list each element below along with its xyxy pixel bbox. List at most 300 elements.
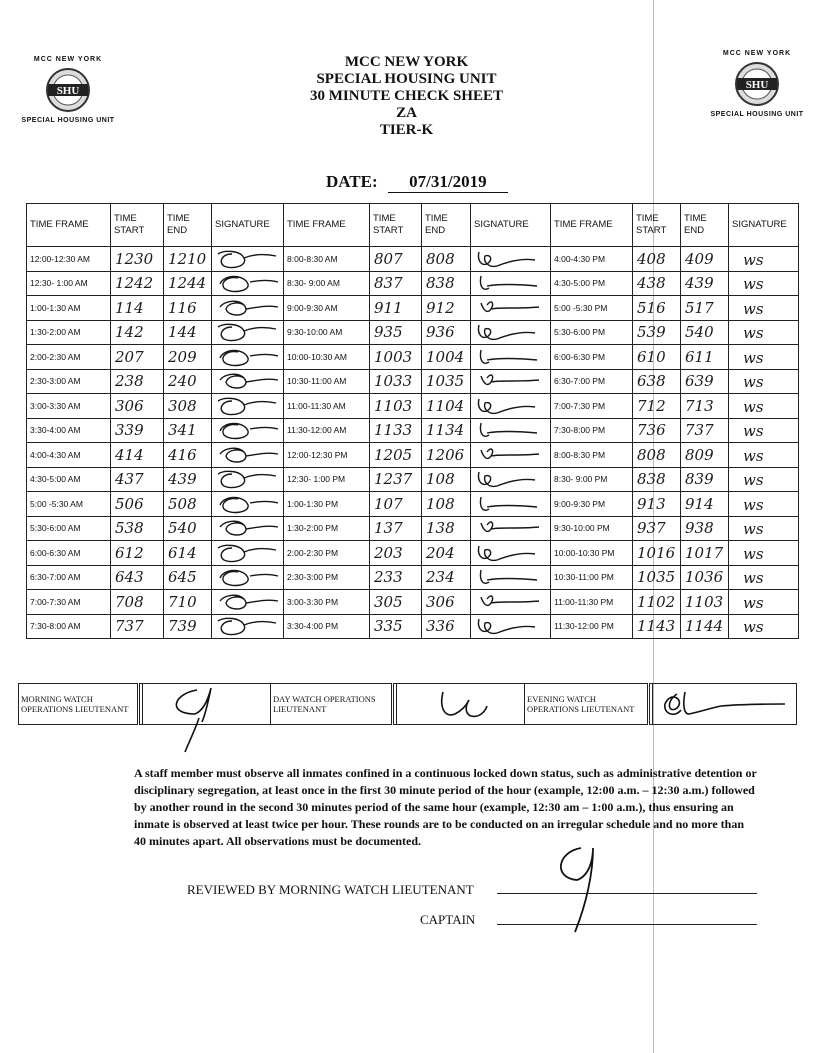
signature-cell[interactable] [212, 296, 284, 321]
signature-cell[interactable] [212, 565, 284, 590]
svg-text:ws: ws [743, 324, 764, 343]
handwritten-initials [214, 444, 280, 466]
table-row [27, 541, 799, 566]
handwritten-initials [473, 272, 539, 294]
signature-cell[interactable] [729, 492, 799, 517]
handwritten-initials [473, 346, 539, 368]
table-row [27, 418, 799, 443]
handwritten-initials [473, 542, 539, 564]
table-row [27, 320, 799, 345]
svg-text:ws: ws [743, 299, 764, 318]
morning-watch-label: MORNING WATCH OPERATIONS LIEUTENANT [19, 684, 139, 725]
time-frame-cell: 4:30-5:00 PM [551, 271, 633, 296]
time-start-cell[interactable]: 935 [370, 320, 422, 345]
time-end-cell[interactable]: 439 [164, 467, 212, 492]
evening-watch-signature[interactable] [653, 684, 797, 725]
signature-cell[interactable] [471, 443, 551, 468]
col-header-time-end: TIME END [164, 204, 212, 247]
signature-cell[interactable] [729, 590, 799, 615]
reviewer-signature [535, 842, 615, 937]
signature-cell[interactable] [212, 418, 284, 443]
table-row [27, 271, 799, 296]
svg-text:ws: ws [743, 397, 764, 416]
svg-text:ws: ws [743, 618, 764, 637]
signature-cell[interactable] [471, 565, 551, 590]
signature-cell[interactable] [729, 394, 799, 419]
time-start-cell[interactable]: 911 [370, 296, 422, 321]
handwritten-initials [731, 395, 797, 417]
time-frame-cell: 9:00-9:30 PM [551, 492, 633, 517]
time-frame-cell: 7:00-7:30 AM [27, 590, 111, 615]
time-frame-cell: 8:30- 9:00 PM [551, 467, 633, 492]
signature-cell[interactable] [471, 541, 551, 566]
time-end-cell[interactable]: 234 [422, 565, 471, 590]
time-start-cell[interactable]: 114 [111, 296, 164, 321]
col-header-signature: SIGNATURE [471, 204, 551, 247]
time-frame-cell: 2:00-2:30 PM [284, 541, 370, 566]
time-frame-cell: 12:30- 1:00 PM [284, 467, 370, 492]
time-start-cell[interactable]: 539 [633, 320, 681, 345]
time-end-cell[interactable]: 517 [681, 296, 729, 321]
svg-text:ws: ws [743, 348, 764, 367]
handwritten-initials [731, 321, 797, 343]
time-frame-cell: 7:00-7:30 PM [551, 394, 633, 419]
time-end-cell[interactable]: 739 [164, 614, 212, 639]
signature-cell[interactable] [729, 467, 799, 492]
time-start-cell[interactable]: 1033 [370, 369, 422, 394]
time-start-cell[interactable]: 207 [111, 345, 164, 370]
signature-cell[interactable] [729, 271, 799, 296]
handwritten-signature [655, 684, 795, 722]
time-end-cell[interactable]: 809 [681, 443, 729, 468]
signature-cell[interactable] [212, 467, 284, 492]
handwritten-initials [473, 566, 539, 588]
time-start-cell[interactable]: 610 [633, 345, 681, 370]
date-label: DATE: [326, 172, 378, 191]
time-start-cell[interactable]: 203 [370, 541, 422, 566]
handwritten-initials [473, 419, 539, 441]
time-start-cell[interactable]: 937 [633, 516, 681, 541]
policy-paragraph: A staff member must observe all inmates confined in a continuous locked down status, such as administrative detention or disciplinary segregation, at least once in the first 30 minute period of the hour (example, 12:00 a.m. – 12:30 a.m.) followed by another round in the second 30 minutes period of the same hour (example, 12:30 am – 1:00 a.m.), thus ensuring an inmate is observed at least twice per hour. These rounds are to be conducted on an irregular schedule and no more than 40 minutes apart. All observations must be documented. [134, 766, 757, 848]
time-end-cell[interactable]: 336 [422, 614, 471, 639]
evening-watch-label: EVENING WATCH OPERATIONS LIEUTENANT [525, 684, 649, 725]
svg-text:ws: ws [743, 422, 764, 441]
time-end-cell[interactable]: 1017 [681, 541, 729, 566]
time-start-cell[interactable]: 712 [633, 394, 681, 419]
svg-text:ws: ws [743, 275, 764, 294]
table-row [27, 492, 799, 517]
signature-cell[interactable] [471, 247, 551, 272]
time-end-cell[interactable]: 1210 [164, 247, 212, 272]
signature-cell[interactable] [471, 320, 551, 345]
time-end-cell[interactable]: 1206 [422, 443, 471, 468]
time-end-cell[interactable]: 710 [164, 590, 212, 615]
time-end-cell[interactable]: 108 [422, 467, 471, 492]
time-start-cell[interactable]: 1237 [370, 467, 422, 492]
handwritten-initials [731, 370, 797, 392]
time-end-cell[interactable]: 209 [164, 345, 212, 370]
handwritten-initials [731, 272, 797, 294]
time-end-cell[interactable]: 936 [422, 320, 471, 345]
time-end-cell[interactable]: 713 [681, 394, 729, 419]
handwritten-initials [214, 566, 280, 588]
time-end-cell[interactable]: 240 [164, 369, 212, 394]
handwritten-initials [731, 615, 797, 637]
signature-cell[interactable] [729, 320, 799, 345]
time-frame-cell: 5:30-6:00 PM [551, 320, 633, 345]
captain-label: CAPTAIN [420, 912, 476, 927]
time-frame-cell: 8:00-8:30 AM [284, 247, 370, 272]
signature-cell[interactable] [729, 345, 799, 370]
handwritten-initials [731, 444, 797, 466]
time-start-cell[interactable]: 233 [370, 565, 422, 590]
header-line: 30 MINUTE CHECK SHEET [310, 88, 503, 104]
table-row [27, 614, 799, 639]
time-end-cell[interactable]: 808 [422, 247, 471, 272]
handwritten-initials [214, 248, 280, 270]
time-frame-cell: 6:00-6:30 AM [27, 541, 111, 566]
time-end-cell[interactable]: 737 [681, 418, 729, 443]
time-end-cell[interactable]: 1244 [164, 271, 212, 296]
time-frame-cell: 11:00-11:30 AM [284, 394, 370, 419]
time-frame-cell: 8:30- 9:00 AM [284, 271, 370, 296]
signature-cell[interactable] [471, 467, 551, 492]
time-end-cell[interactable]: 138 [422, 516, 471, 541]
col-header-signature: SIGNATURE [729, 204, 799, 247]
table-row [27, 443, 799, 468]
time-frame-cell: 11:30-12:00 AM [284, 418, 370, 443]
time-frame-cell: 6:30-7:00 PM [551, 369, 633, 394]
time-frame-cell: 6:00-6:30 PM [551, 345, 633, 370]
time-end-cell[interactable]: 938 [681, 516, 729, 541]
time-end-cell[interactable]: 912 [422, 296, 471, 321]
time-end-cell[interactable]: 306 [422, 590, 471, 615]
handwritten-initials [473, 395, 539, 417]
svg-text:SHU: SHU [56, 85, 80, 97]
logo-right: MCC NEW YORK SHU SPECIAL HOUSING UNIT [710, 50, 804, 118]
day-watch-label: DAY WATCH OPERATIONS LIEUTENANT [271, 684, 393, 725]
time-end-cell[interactable]: 439 [681, 271, 729, 296]
time-start-cell[interactable]: 1102 [633, 590, 681, 615]
signature-cell[interactable] [471, 492, 551, 517]
time-frame-cell: 3:00-3:30 AM [27, 394, 111, 419]
time-frame-cell: 7:30-8:00 PM [551, 418, 633, 443]
time-start-cell[interactable]: 737 [111, 614, 164, 639]
time-end-cell[interactable]: 341 [164, 418, 212, 443]
signature-cell[interactable] [471, 614, 551, 639]
handwritten-initials [214, 517, 280, 539]
time-start-cell[interactable]: 807 [370, 247, 422, 272]
handwritten-initials [214, 591, 280, 613]
time-start-cell[interactable]: 643 [111, 565, 164, 590]
time-frame-cell: 10:00-10:30 AM [284, 345, 370, 370]
header-line: TIER-K [379, 122, 434, 138]
table-row [27, 369, 799, 394]
handwritten-initials [473, 468, 539, 490]
svg-text:ws: ws [743, 373, 764, 392]
handwritten-initials [731, 493, 797, 515]
handwritten-initials [214, 321, 280, 343]
time-start-cell[interactable]: 1103 [370, 394, 422, 419]
col-header-time-frame: TIME FRAME [551, 204, 633, 247]
handwritten-initials [473, 493, 539, 515]
time-frame-cell: 10:00-10:30 PM [551, 541, 633, 566]
time-end-cell[interactable]: 839 [681, 467, 729, 492]
header-line: SPECIAL HOUSING UNIT [316, 71, 497, 87]
time-end-cell[interactable]: 1035 [422, 369, 471, 394]
signature-cell[interactable] [212, 590, 284, 615]
signature-cell[interactable] [729, 247, 799, 272]
time-start-cell[interactable]: 1003 [370, 345, 422, 370]
handwritten-initials [731, 297, 797, 319]
time-start-cell[interactable]: 408 [633, 247, 681, 272]
handwritten-initials [214, 615, 280, 637]
signature-cell[interactable] [212, 541, 284, 566]
time-frame-cell: 12:00-12:30 AM [27, 247, 111, 272]
time-frame-cell: 1:00-1:30 AM [27, 296, 111, 321]
time-start-cell[interactable]: 1133 [370, 418, 422, 443]
time-frame-cell: 5:30-6:00 AM [27, 516, 111, 541]
svg-text:ws: ws [743, 495, 764, 514]
time-end-cell[interactable]: 1144 [681, 614, 729, 639]
col-header-time-start: TIME START [111, 204, 164, 247]
time-start-cell[interactable]: 1035 [633, 565, 681, 590]
time-start-cell[interactable]: 305 [370, 590, 422, 615]
time-frame-cell: 9:30-10:00 AM [284, 320, 370, 345]
signature-cell[interactable] [212, 516, 284, 541]
signature-tail [175, 716, 205, 756]
time-start-cell[interactable]: 437 [111, 467, 164, 492]
time-frame-cell: 12:00-12:30 PM [284, 443, 370, 468]
morning-watch-signature[interactable] [143, 684, 271, 725]
handwritten-initials [473, 248, 539, 270]
time-start-cell[interactable]: 414 [111, 443, 164, 468]
time-start-cell[interactable]: 1143 [633, 614, 681, 639]
time-start-cell[interactable]: 612 [111, 541, 164, 566]
handwritten-initials [473, 615, 539, 637]
svg-text:ws: ws [743, 544, 764, 563]
signature-cell[interactable] [471, 345, 551, 370]
time-start-cell[interactable]: 913 [633, 492, 681, 517]
signature-cell[interactable] [471, 590, 551, 615]
time-start-cell[interactable]: 438 [633, 271, 681, 296]
time-frame-cell: 1:30-2:00 AM [27, 320, 111, 345]
signature-cell[interactable] [212, 345, 284, 370]
svg-text:ws: ws [743, 520, 764, 539]
handwritten-initials [473, 444, 539, 466]
handwritten-signature [399, 684, 519, 722]
time-end-cell[interactable]: 914 [681, 492, 729, 517]
header-line: MCC NEW YORK [344, 54, 469, 70]
time-start-cell[interactable]: 516 [633, 296, 681, 321]
time-frame-cell: 3:30-4:00 AM [27, 418, 111, 443]
time-frame-cell: 2:30-3:00 AM [27, 369, 111, 394]
time-start-cell[interactable]: 137 [370, 516, 422, 541]
time-frame-cell: 12:30- 1:00 AM [27, 271, 111, 296]
table-header-row [27, 204, 799, 247]
svg-text:ws: ws [743, 569, 764, 588]
handwritten-signature [145, 684, 265, 722]
time-frame-cell: 11:00-11:30 PM [551, 590, 633, 615]
col-header-time-frame: TIME FRAME [27, 204, 111, 247]
time-frame-cell: 4:00-4:30 AM [27, 443, 111, 468]
signature-cell[interactable] [212, 320, 284, 345]
handwritten-initials [214, 493, 280, 515]
col-header-time-end: TIME END [422, 204, 471, 247]
time-frame-cell: 8:00-8:30 PM [551, 443, 633, 468]
handwritten-initials [214, 419, 280, 441]
signature-cell[interactable] [471, 296, 551, 321]
signature-cell[interactable] [729, 443, 799, 468]
handwritten-initials [731, 517, 797, 539]
time-end-cell[interactable]: 1103 [681, 590, 729, 615]
handwritten-initials [473, 297, 539, 319]
time-end-cell[interactable]: 409 [681, 247, 729, 272]
handwritten-initials [731, 248, 797, 270]
check-sheet-table [26, 203, 799, 639]
time-end-cell[interactable]: 1134 [422, 418, 471, 443]
time-end-cell[interactable]: 144 [164, 320, 212, 345]
handwritten-initials [473, 591, 539, 613]
time-frame-cell: 1:30-2:00 PM [284, 516, 370, 541]
signature-cell[interactable] [212, 614, 284, 639]
signature-cell[interactable] [729, 541, 799, 566]
time-start-cell[interactable]: 1205 [370, 443, 422, 468]
signature-cell[interactable] [212, 443, 284, 468]
col-header-time-end: TIME END [681, 204, 729, 247]
signature-cell[interactable] [471, 369, 551, 394]
time-start-cell[interactable]: 1230 [111, 247, 164, 272]
time-start-cell[interactable]: 808 [633, 443, 681, 468]
time-end-cell[interactable]: 1036 [681, 565, 729, 590]
time-end-cell[interactable]: 540 [681, 320, 729, 345]
time-start-cell[interactable]: 736 [633, 418, 681, 443]
day-watch-signature[interactable] [397, 684, 525, 725]
time-start-cell[interactable]: 506 [111, 492, 164, 517]
time-frame-cell: 11:30-12:00 PM [551, 614, 633, 639]
time-end-cell[interactable]: 838 [422, 271, 471, 296]
handwritten-initials [214, 468, 280, 490]
time-end-cell[interactable]: 108 [422, 492, 471, 517]
time-start-cell[interactable]: 638 [633, 369, 681, 394]
time-start-cell[interactable]: 837 [370, 271, 422, 296]
signature-cell[interactable] [212, 247, 284, 272]
svg-text:ws: ws [743, 471, 764, 490]
table-row [27, 590, 799, 615]
handwritten-initials [731, 591, 797, 613]
time-end-cell[interactable]: 204 [422, 541, 471, 566]
time-frame-cell: 4:30-5:00 AM [27, 467, 111, 492]
signature-cell[interactable] [729, 418, 799, 443]
signature-cell[interactable] [729, 369, 799, 394]
signature-cell[interactable] [471, 418, 551, 443]
handwritten-initials [731, 468, 797, 490]
time-start-cell[interactable]: 1242 [111, 271, 164, 296]
handwritten-initials [214, 370, 280, 392]
handwritten-initials [214, 346, 280, 368]
col-header-signature: SIGNATURE [212, 204, 284, 247]
time-end-cell[interactable]: 1004 [422, 345, 471, 370]
table-row [27, 247, 799, 272]
time-start-cell[interactable]: 708 [111, 590, 164, 615]
signature-cell[interactable] [729, 614, 799, 639]
table-row [27, 394, 799, 419]
time-start-cell[interactable]: 238 [111, 369, 164, 394]
signature-cell[interactable] [212, 394, 284, 419]
svg-text:ws: ws [743, 446, 764, 465]
signature-cell[interactable] [212, 369, 284, 394]
signature-cell[interactable] [471, 394, 551, 419]
signature-cell[interactable] [729, 296, 799, 321]
logo-left: MCC NEW YORK SHU SPECIAL HOUSING UNIT [21, 56, 115, 124]
time-frame-cell: 2:30-3:00 PM [284, 565, 370, 590]
svg-text:SHU: SHU [745, 79, 769, 91]
time-end-cell[interactable]: 645 [164, 565, 212, 590]
time-frame-cell: 5:00 -5:30 AM [27, 492, 111, 517]
signature-cell[interactable] [212, 271, 284, 296]
col-header-time-start: TIME START [370, 204, 422, 247]
time-start-cell[interactable]: 306 [111, 394, 164, 419]
time-frame-cell: 4:00-4:30 PM [551, 247, 633, 272]
handwritten-initials [214, 297, 280, 319]
table-row [27, 345, 799, 370]
time-frame-cell: 10:30-11:00 PM [551, 565, 633, 590]
time-start-cell[interactable]: 339 [111, 418, 164, 443]
time-frame-cell: 9:00-9:30 AM [284, 296, 370, 321]
time-end-cell[interactable]: 540 [164, 516, 212, 541]
watch-signature-table [18, 683, 797, 725]
time-end-cell[interactable]: 614 [164, 541, 212, 566]
time-end-cell[interactable]: 1104 [422, 394, 471, 419]
time-end-cell[interactable]: 116 [164, 296, 212, 321]
handwritten-initials [473, 370, 539, 392]
time-start-cell[interactable]: 142 [111, 320, 164, 345]
time-end-cell[interactable]: 639 [681, 369, 729, 394]
handwritten-initials [731, 346, 797, 368]
time-start-cell[interactable]: 1016 [633, 541, 681, 566]
signature-cell[interactable] [212, 492, 284, 517]
time-start-cell[interactable]: 838 [633, 467, 681, 492]
table-row [27, 565, 799, 590]
col-header-time-frame: TIME FRAME [284, 204, 370, 247]
table-row [27, 467, 799, 492]
handwritten-initials [214, 272, 280, 294]
time-end-cell[interactable]: 508 [164, 492, 212, 517]
document-header [0, 54, 813, 139]
signature-cell[interactable] [471, 271, 551, 296]
signature-cell[interactable] [471, 516, 551, 541]
signature-cell[interactable] [729, 565, 799, 590]
svg-text:ws: ws [743, 593, 764, 612]
table-row [27, 296, 799, 321]
time-start-cell[interactable]: 335 [370, 614, 422, 639]
time-frame-cell: 5:00 -5:30 PM [551, 296, 633, 321]
signature-cell[interactable] [729, 516, 799, 541]
time-end-cell[interactable]: 611 [681, 345, 729, 370]
time-start-cell[interactable]: 107 [370, 492, 422, 517]
date-field [326, 172, 508, 193]
time-end-cell[interactable]: 308 [164, 394, 212, 419]
time-start-cell[interactable]: 538 [111, 516, 164, 541]
time-frame-cell: 7:30-8:00 AM [27, 614, 111, 639]
time-end-cell[interactable]: 416 [164, 443, 212, 468]
handwritten-initials [473, 517, 539, 539]
svg-text:ws: ws [743, 250, 764, 269]
time-frame-cell: 9:30-10:00 PM [551, 516, 633, 541]
time-frame-cell: 3:30-4:00 PM [284, 614, 370, 639]
col-header-time-start: TIME START [633, 204, 681, 247]
time-frame-cell: 2:00-2:30 AM [27, 345, 111, 370]
